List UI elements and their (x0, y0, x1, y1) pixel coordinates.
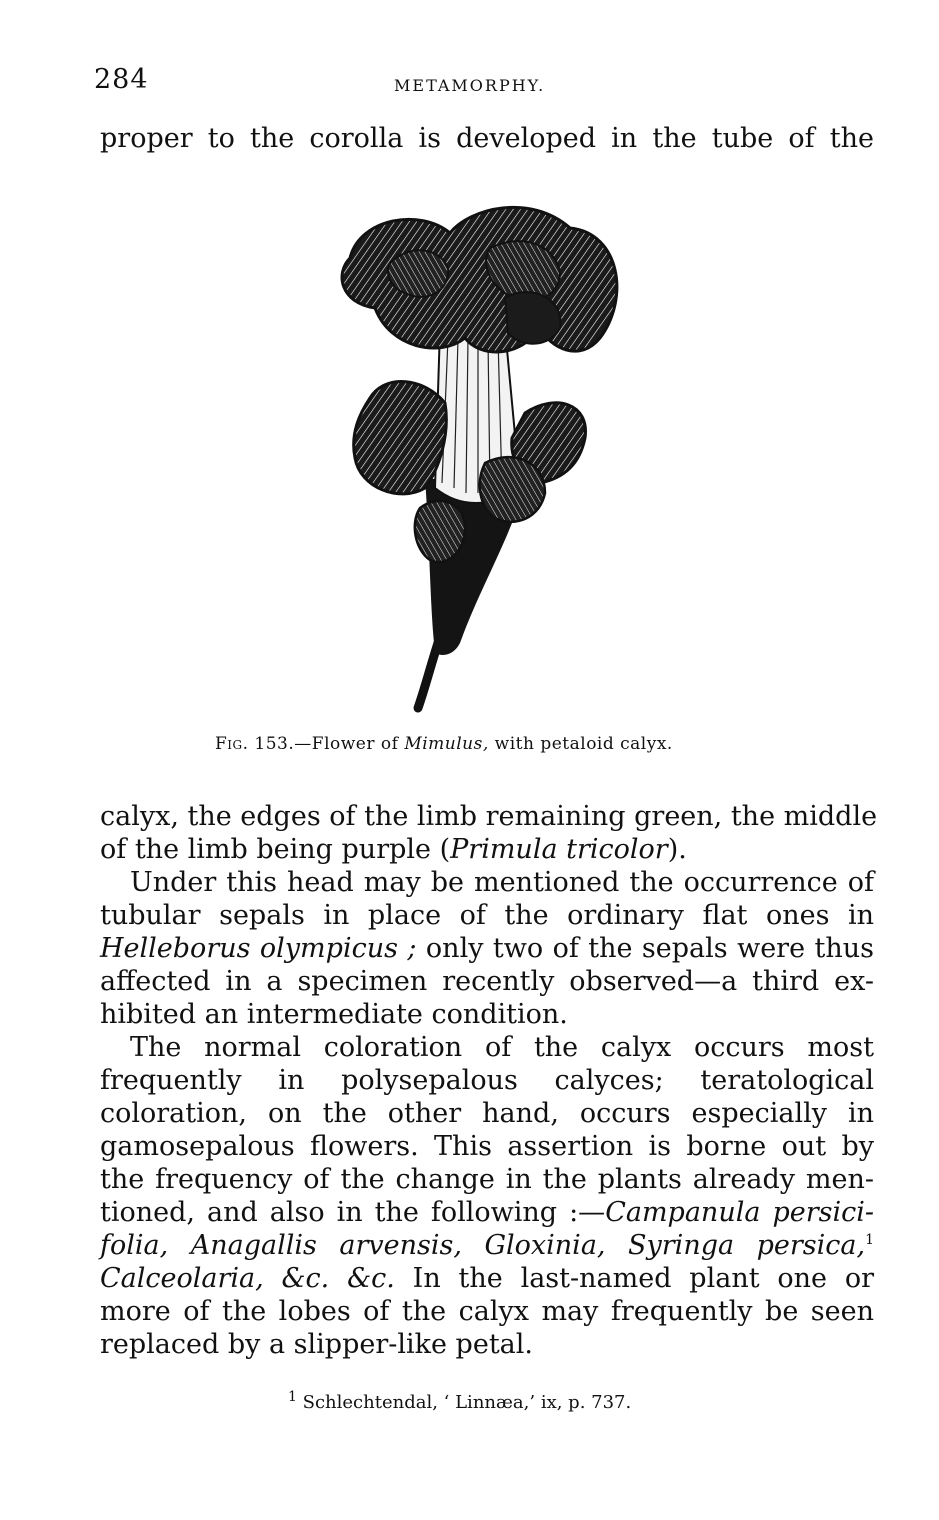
text-line: more of the lobes of the calyx may frequently be seen (100, 1296, 874, 1327)
text-line: tioned, and also in the following :—Campanula persici- (100, 1197, 874, 1228)
caption-post: with petaloid calyx. (488, 734, 673, 754)
text-line: tubular sepals in place of the ordinary flat ones in (100, 900, 874, 931)
text-line: proper to the corolla is developed in the tube of the (100, 123, 874, 154)
text-line: calyx, the edges of the limb remaining green, the middle (100, 801, 878, 832)
running-title: METAMORPHY. (394, 76, 546, 95)
footnote-marker: 1 (288, 1389, 297, 1405)
page-number: 284 (94, 64, 149, 95)
page-header (94, 64, 874, 100)
footnote-ref: 1 (865, 1232, 874, 1248)
text-line: the frequency of the change in the plants already men- (100, 1164, 874, 1195)
text-line: gamosepalous flowers. This assertion is borne out by (100, 1131, 874, 1162)
text-line: frequently in polysepalous calyces; teratological (100, 1065, 874, 1096)
text-line: coloration, on the other hand, occurs especially in (100, 1098, 874, 1129)
text-line: affected in a specimen recently observed—a third ex- (100, 966, 874, 997)
text-line: Calceolaria, &c. &c. In the last-named plant one or (100, 1263, 874, 1294)
mimulus-flower-illustration (330, 188, 630, 718)
footnote (288, 1389, 632, 1413)
text-line: folia, Anagallis arvensis, Gloxinia, Syringa persica,$^1$ (100, 1230, 874, 1261)
text-line: Under this head may be mentioned the occurrence of (130, 867, 874, 898)
caption-genus: Mimulus, (404, 734, 489, 754)
figure-label: Fig. 153. (215, 734, 295, 754)
footnote-text: Schlechtendal, ‘ Linnæa,’ ix, p. 737. (296, 1392, 632, 1413)
caption-dash: — (294, 734, 312, 754)
caption-pre: Flower of (311, 734, 405, 754)
text-line: of the limb being purple (Primula tricolor). (100, 834, 687, 865)
text-line: The normal coloration of the calyx occurs most (130, 1032, 874, 1063)
text-line: Helleborus olympicus ; only two of the sepals were thus (100, 933, 874, 964)
text-line: hibited an intermediate condition. (100, 999, 568, 1030)
figure-caption (215, 734, 673, 754)
text-line: replaced by a slipper-like petal. (100, 1329, 533, 1360)
